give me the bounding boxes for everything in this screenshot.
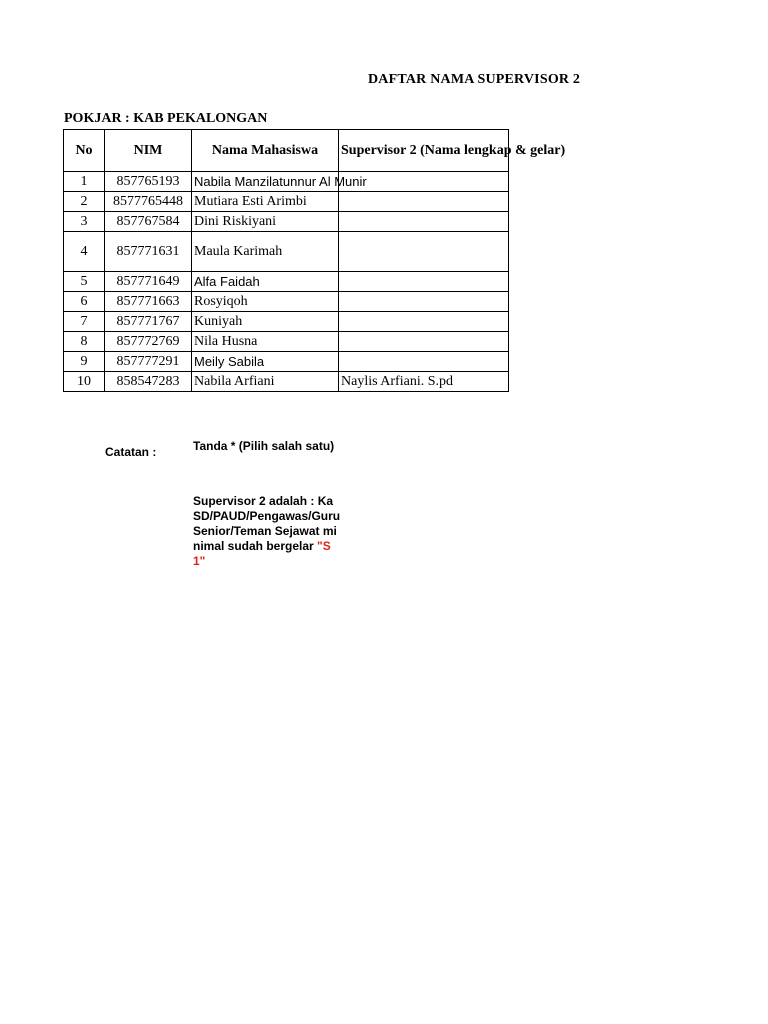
cell-no: 1 [64, 172, 105, 192]
cell-supervisor [339, 332, 509, 352]
cell-no: 10 [64, 372, 105, 392]
document-title: DAFTAR NAMA SUPERVISOR 2 [368, 72, 581, 87]
cell-no: 9 [64, 352, 105, 372]
cell-no: 4 [64, 232, 105, 272]
table-row [64, 272, 509, 292]
cell-nama: Kuniyah [192, 312, 339, 332]
cell-nama: Meily Sabila [192, 352, 339, 372]
title-clip [63, 70, 581, 92]
cell-nama: Nabila Manzilatunnur Al Munir [192, 172, 339, 192]
cell-nama: Dini Riskiyani [192, 212, 339, 232]
cell-no: 7 [64, 312, 105, 332]
cell-nama: Mutiara Esti Arimbi [192, 192, 339, 212]
header-supervisor: Supervisor 2 (Nama lengkap & gelar) [339, 130, 509, 172]
table-row [64, 212, 509, 232]
cell-supervisor [339, 292, 509, 312]
cell-nama: Nila Husna [192, 332, 339, 352]
note-supervisor-requirement [193, 494, 341, 569]
cell-nim: 857767584 [105, 212, 192, 232]
pokjar-label: POKJAR : KAB PEKALONGAN [64, 111, 268, 126]
note-selection: Tanda * (Pilih salah satu) [193, 439, 335, 453]
cell-nama: Alfa Faidah [192, 272, 339, 292]
table-row [64, 372, 509, 392]
table-row [64, 352, 509, 372]
header-nim: NIM [105, 130, 192, 172]
notes-label: Catatan : [105, 445, 157, 459]
table-row [64, 332, 509, 352]
note-requirement-text: Supervisor 2 adalah : KaSD/PAUD/Pengawas/Guru Senior/Teman Sejawat minimal sudah bergelar [193, 494, 341, 553]
cell-nim: 857765193 [105, 172, 192, 192]
cell-supervisor [339, 272, 509, 292]
cell-nim: 857772769 [105, 332, 192, 352]
cell-nim: 857771631 [105, 232, 192, 272]
cell-no: 5 [64, 272, 105, 292]
table-header-row [64, 130, 509, 172]
note-highlight-s1: "S1" [193, 539, 331, 568]
table-row [64, 232, 509, 272]
cell-nama: Rosyiqoh [192, 292, 339, 312]
cell-no: 6 [64, 292, 105, 312]
cell-supervisor [339, 212, 509, 232]
cell-supervisor [339, 232, 509, 272]
header-no: No [64, 130, 105, 172]
cell-supervisor [339, 352, 509, 372]
cell-nim: 857777291 [105, 352, 192, 372]
table-row [64, 172, 509, 192]
cell-no: 8 [64, 332, 105, 352]
cell-nama: Nabila Arfiani [192, 372, 339, 392]
cell-nim: 858547283 [105, 372, 192, 392]
cell-nim: 857771767 [105, 312, 192, 332]
table-row [64, 192, 509, 212]
student-table [63, 129, 566, 392]
table-row [64, 292, 509, 312]
cell-supervisor [339, 312, 509, 332]
cell-nim: 857771663 [105, 292, 192, 312]
cell-nim: 857771649 [105, 272, 192, 292]
cell-nim: 8577765448 [105, 192, 192, 212]
cell-nama: Maula Karimah [192, 232, 339, 272]
cell-no: 3 [64, 212, 105, 232]
cell-supervisor [339, 192, 509, 212]
cell-supervisor: Naylis Arfiani. S.pd [339, 372, 509, 392]
cell-no: 2 [64, 192, 105, 212]
table-row [64, 312, 509, 332]
header-nama: Nama Mahasiswa [192, 130, 339, 172]
